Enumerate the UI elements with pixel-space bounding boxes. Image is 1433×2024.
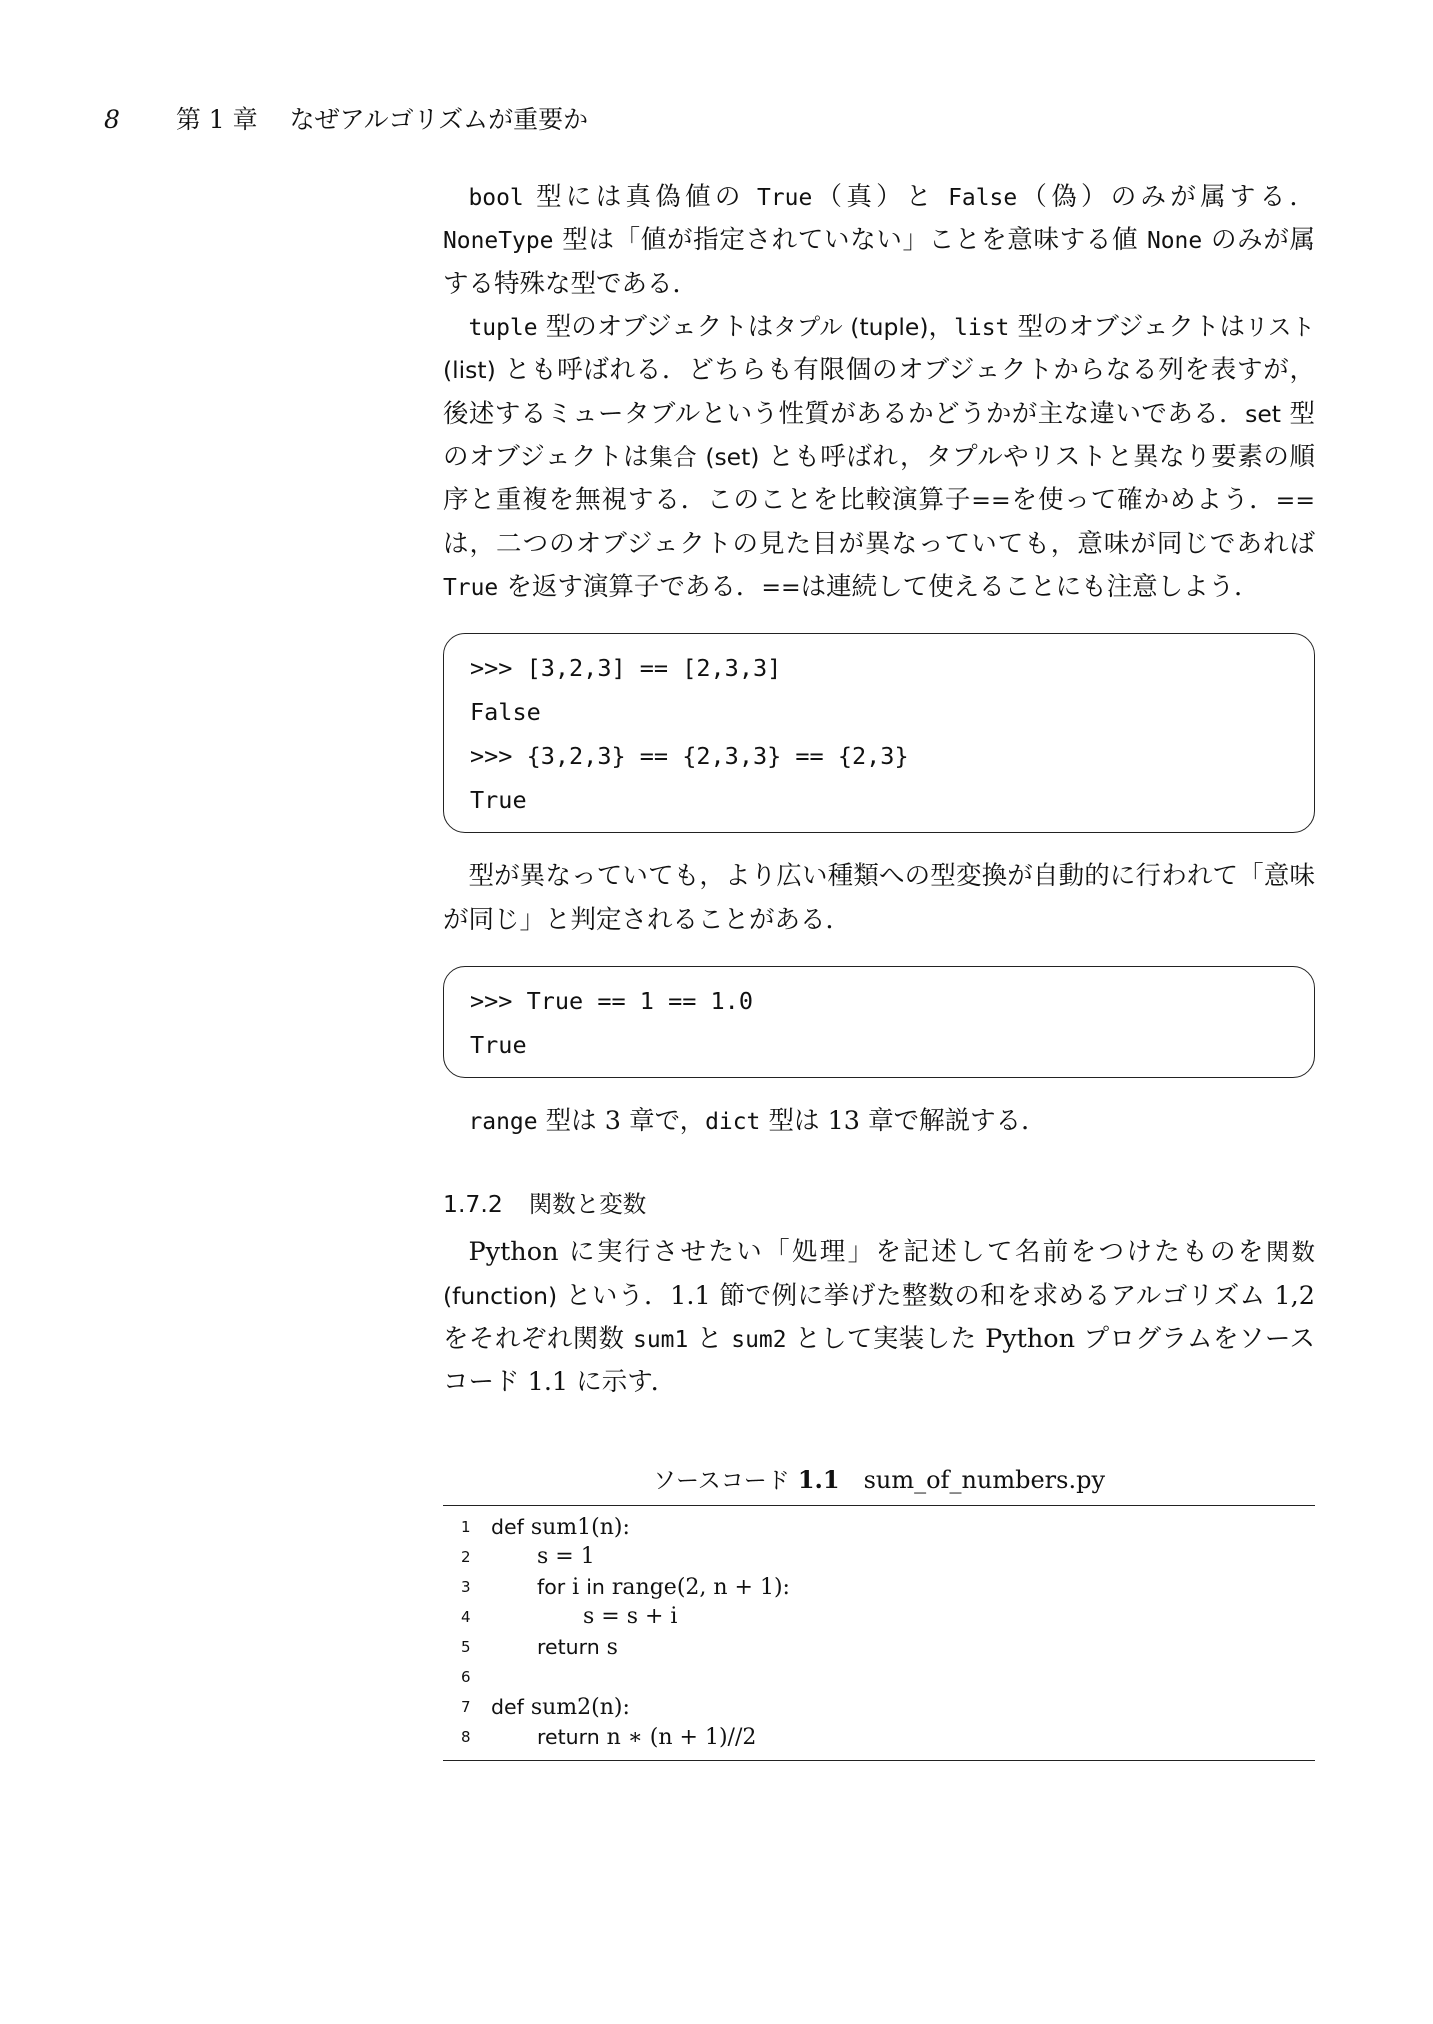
listing-line [443,1512,1315,1542]
subsection-title: 関数と変数 [528,1190,647,1219]
chapter-title: なぜアルゴリズムが重要か [289,105,589,134]
line-code [491,1722,756,1752]
term-list: リスト (list) [443,313,1315,385]
subsection-heading [443,1185,1315,1225]
code-eq: == [1275,486,1315,515]
text: （偽）のみが属する． [1017,182,1315,212]
text: Python に実行させたい「処理」を記述して名前をつけたものを [468,1237,1266,1268]
line-number: 2 [461,1548,471,1567]
keyword: return [537,1635,600,1660]
main-content [443,176,1315,1761]
line-code [491,1542,595,1572]
paragraph-type-conversion: 型が異なっていても，より広い種類への型変換が自動的に行われて「意味が同じ」と判定されることがある． [443,861,1315,935]
line-number: 1 [461,1518,471,1537]
page-number: 8 [104,105,120,134]
code-false: False [948,185,1018,211]
text: として実装した Python プログラムをソースコード 1.1 に示す． [443,1324,1315,1398]
keyword: def [491,1695,524,1720]
code-line: >>> {3,2,3} == {2,3,3} == {2,3} [470,742,909,771]
text: 型のオブジェクトは [443,398,1315,473]
code: s [599,1635,618,1661]
code-list: list [954,315,1010,342]
page-header [104,100,588,136]
listing-line [443,1692,1315,1722]
listing-line [443,1572,1315,1602]
code: range(2, n + 1): [604,1575,790,1601]
text: と [688,1324,732,1355]
text: 型には真偽値の [523,182,758,212]
text: （真）と [812,182,949,212]
code-block-set-compare [443,633,1315,833]
line-number: 4 [461,1608,471,1627]
line-code [491,1602,677,1632]
paragraph-tuple-list-set [443,306,1315,609]
code-block-true-eq [443,966,1315,1078]
code: i [565,1575,587,1601]
text: を使って確かめよう． [1010,485,1276,516]
text: 型は 3 章で， [537,1106,706,1137]
text: のみが属する特殊な型である． [443,225,1315,299]
code-tuple: tuple [468,315,538,342]
line-code [491,1572,790,1602]
code: s = 1 [537,1544,595,1570]
code: s = s + i [583,1604,678,1630]
chapter-label: 第 1 章 [175,105,258,134]
listing-line [443,1632,1315,1662]
code-sum1: sum1 [633,1327,689,1354]
text: は，二つのオブジェクトの見た目が異なっていても，意味が同じであれば [443,528,1315,559]
code: sum1(n): [523,1515,630,1541]
keyword: def [491,1515,524,1540]
code-line: False [470,698,541,727]
line-number: 8 [461,1728,471,1747]
subsection-number: 1.7.2 [443,1190,503,1219]
text: とも呼ばれる．どちらも有限個のオブジェクトからなる列を表すが，後述するミュータブルという性質があるかどうかが主な違いである． [443,355,1315,429]
listing-label: ソースコード [652,1467,790,1494]
code: sum2(n): [523,1695,630,1721]
code-none: None [1146,228,1203,255]
keyword: return [537,1725,600,1750]
line-number: 6 [461,1668,471,1687]
text: とも呼ばれ，タプルやリストと異なり要素の順序と重複を無視する．このことを比較演算子 [443,442,1315,516]
code-eq: == [971,486,1011,515]
code-sum2: sum2 [731,1327,787,1354]
listing-line [443,1602,1315,1632]
listing-line [443,1662,1315,1692]
code-line: True [470,786,527,815]
paragraph-functions [443,1231,1315,1404]
line-code [491,1692,630,1722]
term-set: 集合 (set) [649,443,760,472]
text: 型は 13 章で解説する． [760,1106,1047,1137]
text: を返す演算子である． [498,572,762,603]
code: n ∗ (n + 1)//2 [599,1725,757,1751]
keyword: for [537,1575,566,1600]
text: は連続して使えることにも注意しよう． [800,572,1260,603]
code-nonetype: NoneType [443,228,554,255]
code-line: >>> True == 1 == 1.0 [470,987,753,1016]
term-function: 関数 (function) [443,1238,1315,1310]
code-line: >>> [3,2,3] == [2,3,3] [470,654,782,683]
code-line: True [470,1031,527,1060]
line-number: 5 [461,1638,471,1657]
code-dict: dict [705,1109,761,1136]
text: 型のオブジェクトは [537,312,774,343]
listing-caption [443,1463,1315,1502]
code-range: range [468,1109,538,1136]
text: という．1.1 節で例に挙げた整数の和を求めるアルゴリズム 1,2 をそれぞれ関数 [443,1280,1315,1355]
listing-line [443,1722,1315,1752]
code-true: True [757,185,813,211]
paragraph-range-dict [443,1100,1315,1143]
line-number: 3 [461,1578,471,1597]
listing-line [443,1542,1315,1572]
line-code [491,1632,618,1662]
listing-number: 1.1 [797,1464,840,1494]
keyword: in [586,1575,605,1600]
code-true: True [443,575,499,602]
text: ， [928,312,955,343]
line-number: 7 [461,1698,471,1717]
line-code [491,1512,630,1542]
paragraph-types-bool [443,176,1315,306]
code-set: set [1245,399,1281,428]
code-eq: == [761,573,801,602]
text: 型は「値が指定されていない」ことを意味する値 [553,225,1147,256]
listing-filename: sum_of_numbers.py [863,1465,1106,1494]
code-bool: bool [468,185,524,211]
text: 型のオブジェクトは [1009,312,1246,343]
source-listing [443,1505,1315,1761]
term-tuple: タプル (tuple) [773,313,929,342]
